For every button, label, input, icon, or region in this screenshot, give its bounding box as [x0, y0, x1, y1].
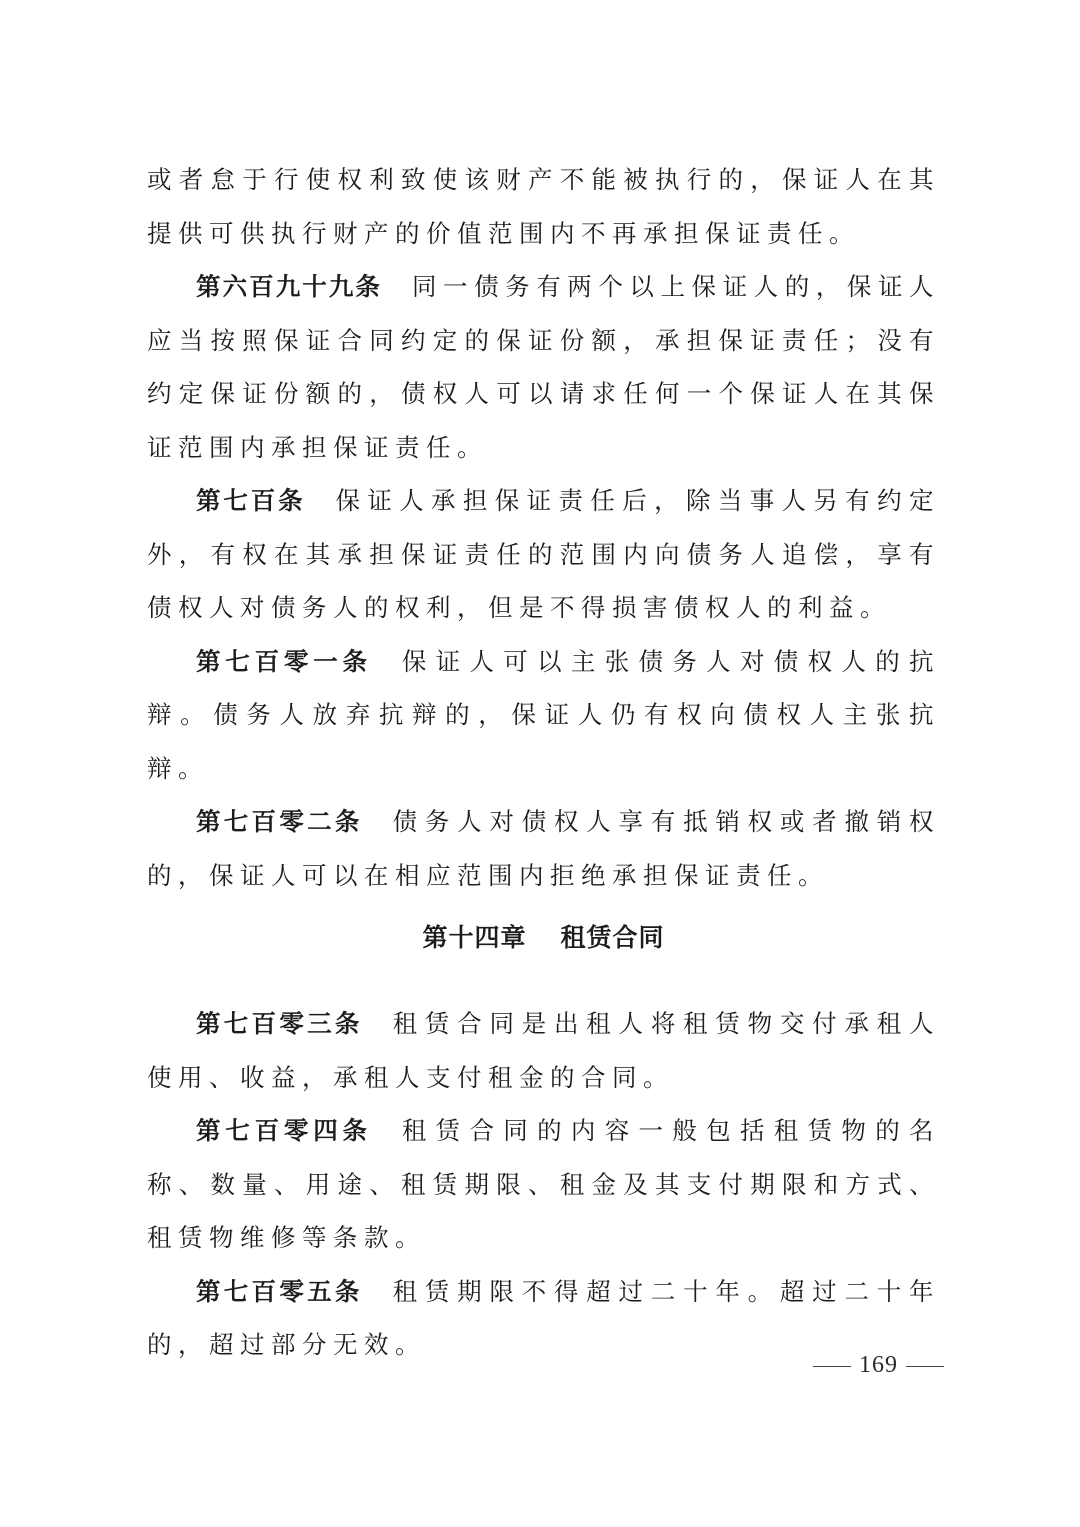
article-704: [147, 1104, 940, 1265]
article-703: [147, 997, 940, 1104]
article-text: 保证人可以主张债务人对债权人的抗辩。债务人放弃抗辩的，保证人仍有权向债权人主张抗辩。: [147, 646, 941, 783]
article-700: [147, 474, 940, 635]
article-702: [147, 795, 940, 902]
page-number: 169: [859, 1352, 898, 1378]
article-text: 租赁合同是出租人将租赁物交付承租人使用、收益，承租人支付租金的合同。: [147, 1009, 941, 1092]
article-text: 租赁合同的内容一般包括租赁物的名称、数量、用途、租赁期限、租金及其支付期限和方式、租赁物维修等条款。: [147, 1116, 941, 1252]
article-text: 同一债务有两个以上保证人的，保证人应当按照保证合同约定的保证份额，承担保证责任；没有约定保证份额的，债权人可以请求任何一个保证人在其保证范围内承担保证责任。: [147, 272, 941, 462]
article-number: 第七百零三条: [196, 1009, 363, 1038]
chapter-title: 租赁合同: [560, 923, 665, 952]
article-number: 第七百零五条: [196, 1276, 363, 1306]
article-text: 债务人对债权人享有抵销权或者撤销权的，保证人可以在相应范围内拒绝承担保证责任。: [147, 807, 941, 890]
footer-dash-right: [906, 1366, 944, 1367]
page-footer: [805, 1352, 952, 1379]
article-701: [147, 635, 940, 796]
page-body: [147, 153, 940, 1372]
article-number: 第七百零四条: [196, 1116, 372, 1145]
article-number: 第七百条: [196, 486, 306, 515]
footer-dash-left: [813, 1366, 851, 1367]
article-number: 第七百零二条: [196, 807, 363, 836]
paragraph-continued: [147, 153, 940, 260]
paragraph-text: 或者怠于行使权利致使该财产不能被执行的，保证人在其提供可供执行财产的价值范围内不再承担保证责任。: [147, 165, 940, 248]
chapter-heading: [147, 908, 940, 968]
article-text: 保证人承担保证责任后，除当事人另有约定外，有权在其承担保证责任的范围内向债务人追偿，享有债权人对债务人的权利，但是不得损害债权人的利益。: [147, 486, 941, 622]
article-699: [147, 260, 940, 474]
article-text: 租赁期限不得超过二十年。超过二十年的，超过部分无效。: [147, 1276, 941, 1359]
article-number: 第七百零一条: [196, 646, 372, 676]
article-number: 第六百九十九条: [196, 272, 382, 301]
chapter-number: 第十四章: [422, 923, 527, 952]
